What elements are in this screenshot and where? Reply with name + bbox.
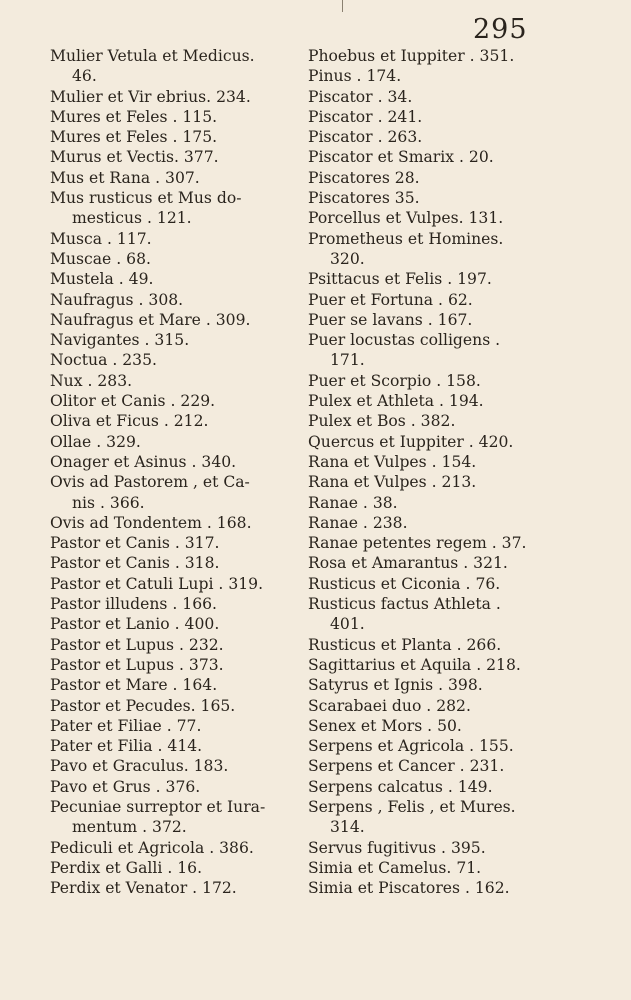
index-entry: Pulex et Bos . 382.	[308, 412, 456, 431]
index-entry: Naufragus et Mare . 309.	[50, 310, 251, 329]
index-entry-continuation: 401.	[330, 615, 365, 634]
index-entry: Ranae petentes regem . 37.	[308, 534, 527, 553]
index-entry: Pastor et Canis . 318.	[50, 554, 220, 573]
index-entry: Mus rusticus et Mus do-	[50, 189, 242, 208]
index-entry: Ollae . 329.	[50, 432, 141, 451]
index-column-right	[308, 46, 548, 898]
index-entry: Puer se lavans . 167.	[308, 310, 473, 329]
index-entry: Mulier et Vir ebrius. 234.	[50, 87, 251, 106]
index-entry: Rosa et Amarantus . 321.	[308, 554, 508, 573]
index-entry: Onager et Asinus . 340.	[50, 452, 237, 471]
index-entry: Piscator . 34.	[308, 87, 413, 106]
index-entry: Scarabaei duo . 282.	[308, 696, 471, 715]
index-entry: Pediculi et Agricola . 386.	[50, 838, 254, 857]
index-entry: Puer et Fortuna . 62.	[308, 290, 473, 309]
index-entry: Navigantes . 315.	[50, 331, 190, 350]
index-entry: Pavo et Graculus. 183.	[50, 757, 229, 776]
index-entry: Simia et Piscatores . 162.	[308, 879, 510, 898]
index-entry: Ranae . 238.	[308, 513, 408, 532]
index-entry: Ranae . 38.	[308, 493, 398, 512]
index-entry: Porcellus et Vulpes. 131.	[308, 209, 504, 228]
index-entry: Perdix et Galli . 16.	[50, 858, 203, 877]
index-entry: Rusticus et Ciconia . 76.	[308, 574, 501, 593]
index-entry: Simia et Camelus. 71.	[308, 858, 482, 877]
index-entry: Mus et Rana . 307.	[50, 168, 200, 187]
index-entry: Oliva et Ficus . 212.	[50, 412, 209, 431]
index-column-left	[50, 46, 290, 898]
index-entry-continuation: 314.	[330, 818, 365, 837]
index-entry: Olitor et Canis . 229.	[50, 392, 216, 411]
index-entry: Naufragus . 308.	[50, 290, 184, 309]
gutter-mark	[342, 0, 343, 12]
index-entry-continuation: 46.	[72, 67, 97, 86]
index-entry: Serpens , Felis , et Mures.	[308, 797, 516, 816]
index-entry: Rana et Vulpes . 213.	[308, 473, 477, 492]
index-entry: Piscator . 263.	[308, 128, 423, 147]
index-entry: Serpens et Agricola . 155.	[308, 737, 514, 756]
index-entry: Pastor et Catuli Lupi . 319.	[50, 574, 264, 593]
index-entry: Quercus et Iuppiter . 420.	[308, 432, 514, 451]
index-entry: Sagittarius et Aquila . 218.	[308, 655, 521, 674]
index-entry: Serpens et Cancer . 231.	[308, 757, 505, 776]
index-entry: Servus fugitivus . 395.	[308, 838, 486, 857]
index-entry: Senex et Mors . 50.	[308, 716, 462, 735]
index-entry: Pastor et Mare . 164.	[50, 676, 218, 695]
index-entry: Nux . 283.	[50, 371, 133, 390]
index-entry: Piscator et Smarix . 20.	[308, 148, 494, 167]
index-entry: Ovis ad Pastorem , et Ca-	[50, 473, 250, 492]
index-entry: Pater et Filiae . 77.	[50, 716, 202, 735]
index-entry-continuation: 320.	[330, 249, 365, 268]
index-entry: Murus et Vectis. 377.	[50, 148, 219, 167]
index-entry: Pinus . 174.	[308, 67, 402, 86]
index-entry: Pastor et Canis . 317.	[50, 534, 220, 553]
index-entry: Pecuniae surreptor et Iura-	[50, 797, 266, 816]
index-entry: Mulier Vetula et Medicus.	[50, 47, 255, 65]
index-entry: Pavo et Grus . 376.	[50, 777, 201, 796]
index-entry: Pastor et Lupus . 373.	[50, 655, 224, 674]
index-entry: Prometheus et Homines.	[308, 229, 504, 248]
index-entry: Pastor illudens . 166.	[50, 595, 218, 614]
index-entry: Mures et Feles . 175.	[50, 128, 218, 147]
index-entry: Piscatores 35.	[308, 189, 420, 208]
index-entry: Phoebus et Iuppiter . 351.	[308, 47, 515, 65]
index-entry: Pulex et Athleta . 194.	[308, 392, 484, 411]
index-entry: Satyrus et Ignis . 398.	[308, 676, 483, 695]
index-entry: Serpens calcatus . 149.	[308, 777, 493, 796]
index-entry: Mustela . 49.	[50, 270, 154, 289]
index-entry: Pastor et Lanio . 400.	[50, 615, 220, 634]
index-entry: Rusticus factus Athleta .	[308, 595, 501, 614]
index-entry-continuation: mesticus . 121.	[72, 209, 192, 228]
index-entry: Piscatores 28.	[308, 168, 420, 187]
index-entry: Perdix et Venator . 172.	[50, 879, 237, 898]
page-number: 295	[473, 14, 528, 45]
index-entry: Puer et Scorpio . 158.	[308, 371, 481, 390]
index-entry-continuation: mentum . 372.	[72, 818, 187, 837]
index-entry: Psittacus et Felis . 197.	[308, 270, 492, 289]
index-entry: Rana et Vulpes . 154.	[308, 452, 477, 471]
index-entry: Ovis ad Tondentem . 168.	[50, 513, 252, 532]
index-entry: Pastor et Lupus . 232.	[50, 635, 224, 654]
index-entry-continuation: 171.	[330, 351, 365, 370]
index-entry: Puer locustas colligens .	[308, 331, 501, 350]
index-entry: Musca . 117.	[50, 229, 152, 248]
index-entry: Noctua . 235.	[50, 351, 157, 370]
index-entry: Muscae . 68.	[50, 249, 151, 268]
index-entry: Piscator . 241.	[308, 107, 423, 126]
index-entry: Pastor et Pecudes. 165.	[50, 696, 236, 715]
index-entry: Pater et Filia . 414.	[50, 737, 203, 756]
index-entry: Rusticus et Planta . 266.	[308, 635, 502, 654]
index-entry-continuation: nis . 366.	[72, 493, 145, 512]
index-entry: Mures et Feles . 115.	[50, 107, 218, 126]
